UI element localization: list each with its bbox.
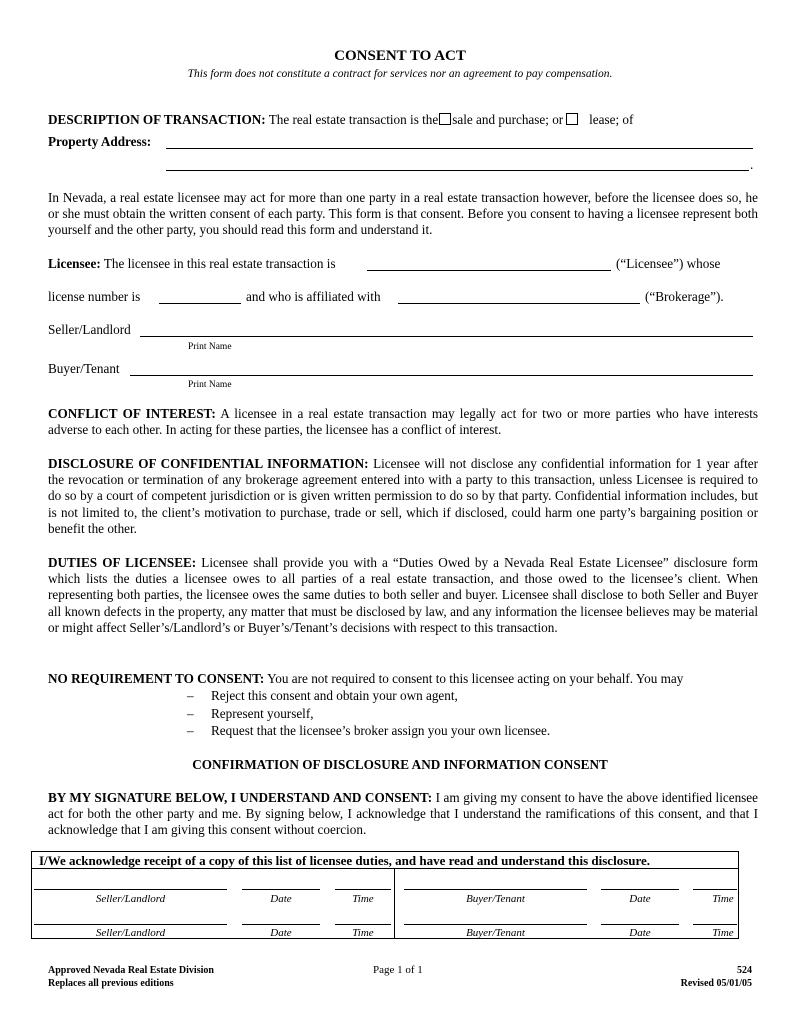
buyer-time-label-1: Time: [712, 893, 734, 905]
licensee-suffix: (“Licensee”) whose: [616, 256, 721, 271]
property-address-line-2[interactable]: [166, 170, 749, 171]
footer-form-number: 524: [737, 965, 752, 976]
acknowledgement-text: I/We acknowledge receipt of a copy of this list of licensee duties, and have read and understand this disclosure.: [32, 852, 738, 869]
transaction-heading: DESCRIPTION OF TRANSACTION:: [48, 112, 266, 127]
consent-paragraph: BY MY SIGNATURE BELOW, I UNDERSTAND AND CONSENT: I am giving my consent to have the above identified licensee act for both the other party and me. By signing below, I acknowledge that I understand the ramifications of this consent, and that I acknowledge that I am giving this consent without coercion.: [48, 790, 759, 838]
buyer-label-1: Buyer/Tenant: [466, 893, 525, 905]
no-requirement-paragraph: NO REQUIREMENT TO CONSENT: You are not required to consent to this licensee acting on your behalf. You may: [48, 671, 684, 686]
sale-checkbox[interactable]: [439, 113, 451, 125]
bullet-represent: – Represent yourself,: [187, 706, 314, 721]
signature-divider: [394, 869, 395, 938]
seller-date-line-1[interactable]: [242, 889, 320, 890]
licensee-label: Licensee: The licensee in this real estate transaction is: [48, 256, 336, 271]
seller-time-label-2: Time: [352, 927, 374, 939]
buyer-date-line-1[interactable]: [601, 889, 679, 890]
property-address-line-1[interactable]: [166, 148, 753, 149]
lease-option-label: lease; of: [589, 112, 634, 127]
footer-revised-date: Revised 05/01/05: [680, 978, 752, 989]
seller-time-line-1[interactable]: [335, 889, 391, 890]
buyer-date-label-2: Date: [629, 927, 651, 939]
license-number-line[interactable]: [159, 303, 241, 304]
footer-division: Approved Nevada Real Estate Division: [48, 965, 214, 976]
seller-signature-line-1[interactable]: [34, 889, 227, 890]
buyer-time-label-2: Time: [712, 927, 734, 939]
lease-checkbox[interactable]: [566, 113, 578, 125]
address-end-period: .: [750, 157, 754, 172]
form-subtitle: This form does not constitute a contract for services nor an agreement to pay compensation.: [187, 68, 613, 80]
buyer-label-2: Buyer/Tenant: [466, 927, 525, 939]
intro-paragraph: In Nevada, a real estate licensee may act for more than one party in a real estate transaction however, before the licensee does so, he or she must obtain the written consent of each party. This form is that consent. Before you consent to having a licensee represent both yourself and the other party, you should read this form and understand it.: [48, 190, 758, 238]
form-title: CONSENT TO ACT: [334, 48, 466, 64]
property-address-label: Property Address:: [48, 134, 152, 149]
seller-label-2: Seller/Landlord: [95, 927, 166, 939]
licensee-name-line[interactable]: [367, 270, 611, 271]
footer-page-number: Page 1 of 1: [373, 964, 423, 976]
bullet-request: – Request that the licensee’s broker assign you your own licensee.: [187, 723, 551, 738]
seller-print-name-caption: Print Name: [188, 342, 232, 352]
signature-box: [31, 851, 739, 939]
transaction-description: [48, 112, 758, 128]
brokerage-suffix: (“Brokerage”).: [645, 289, 724, 304]
license-number-label: license number is: [48, 289, 141, 304]
seller-landlord-label: Seller/Landlord: [48, 322, 131, 337]
transaction-text: The real estate transaction is the: [268, 112, 439, 127]
brokerage-line[interactable]: [398, 303, 640, 304]
buyer-tenant-label: Buyer/Tenant: [48, 361, 120, 376]
duties-of-licensee-paragraph: DUTIES OF LICENSEE: Licensee shall provide you with a “Duties Owed by a Nevada Real Estate Licensee” disclosure form which lists the duties a licensee owes to all parties of a real estate transaction, and those owed to the licensee’s client. When representing both parties, the licensee owes the same duties to both seller and buyer. Licensee shall disclose to both Seller and Buyer all known defects in the property, any matter that must be disclosed by law, and any information the licensee believes may be material or might affect Seller’s/Landlord’s or Buyer’s/Tenant’s decisions with respect to this transaction.: [48, 555, 758, 635]
affiliated-label: and who is affiliated with: [246, 289, 381, 304]
buyer-name-line[interactable]: [130, 375, 753, 376]
seller-name-line[interactable]: [140, 336, 753, 337]
seller-label-1: Seller/Landlord: [95, 893, 166, 905]
seller-time-label-1: Time: [352, 893, 374, 905]
buyer-print-name-caption: Print Name: [188, 380, 232, 390]
buyer-time-line-1[interactable]: [693, 889, 737, 890]
bullet-reject: – Reject this consent and obtain your own agent,: [187, 688, 458, 703]
seller-date-label-2: Date: [270, 927, 292, 939]
footer-replaces: Replaces all previous editions: [48, 978, 174, 989]
buyer-signature-line-1[interactable]: [404, 889, 587, 890]
seller-date-label-1: Date: [270, 893, 292, 905]
confirmation-heading: CONFIRMATION OF DISCLOSURE AND INFORMATION CONSENT: [192, 757, 608, 772]
conflict-of-interest-paragraph: CONFLICT OF INTEREST: A licensee in a real estate transaction may legally act for two or more parties who have interests adverse to each other. In acting for these parties, the licensee has a conflict of interest.: [48, 406, 758, 438]
sale-option-label: sale and purchase; or: [452, 112, 564, 127]
buyer-date-label-1: Date: [629, 893, 651, 905]
confidential-information-paragraph: DISCLOSURE OF CONFIDENTIAL INFORMATION: Licensee will not disclose any confidential information for 1 year after the revocation or termination of any brokerage agreement entered into with a party to this transaction, unless Licensee is required to do so by a court of competent jurisdiction or is given written permission to do so by that party. Confidential information includes, but is not limited to, the client’s motivation to purchase, trade or sell, which if disclosed, could harm one party’s bargaining position or benefit the other.: [48, 456, 758, 536]
